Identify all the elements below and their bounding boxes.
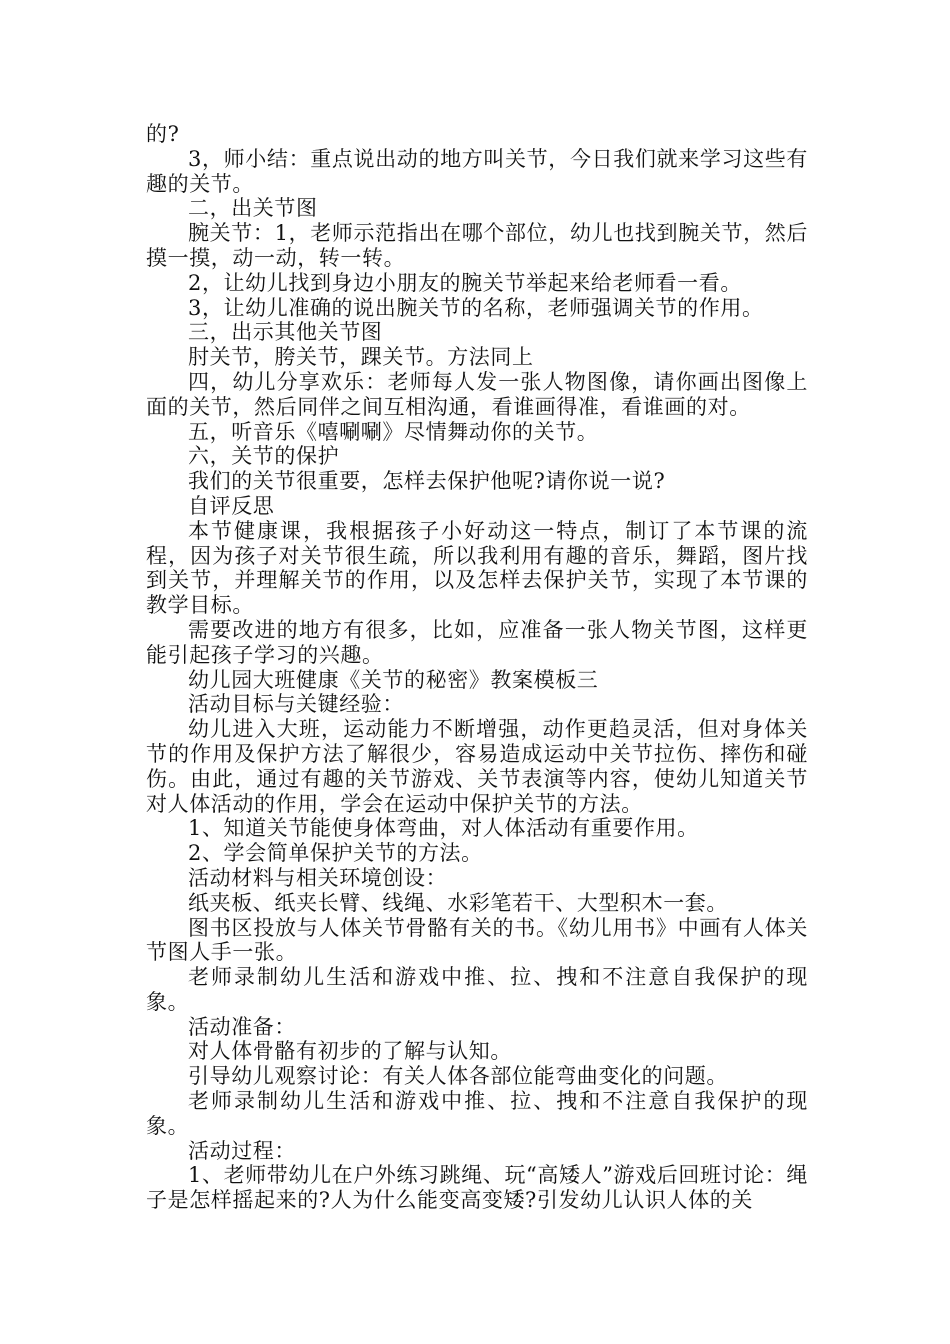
paragraph: 活动准备： bbox=[188, 1014, 296, 1039]
paragraph: 2、学会简单保护关节的方法。 bbox=[188, 841, 483, 866]
paragraph: 活动目标与关键经验： bbox=[188, 692, 404, 717]
paragraph: 纸夹板、纸夹长臂、线绳、水彩笔若干、大型积木一套。 bbox=[188, 890, 728, 915]
paragraph: 四，幼儿分享欢乐：老师每人发一张人物图像，请你画出图像上面的关节，然后同伴之间互相沟通，看谁画得准，看谁画的对。 bbox=[146, 369, 808, 419]
paragraph: 自评反思 bbox=[188, 493, 275, 518]
paragraph: 腕关节：1，老师示范指出在哪个部位，幼儿也找到腕关节，然后摸一摸，动一动，转一转。 bbox=[146, 221, 808, 270]
paragraph: 本节健康课，我根据孩子小好动这一特点，制订了本节课的流程，因为孩子对关节很生疏，所以我利用有趣的音乐，舞蹈，图片找到关节，并理解关节的作用，以及怎样去保护关节，实现了本节课的教学目标。 bbox=[146, 518, 808, 618]
paragraph: 的? bbox=[146, 122, 180, 146]
paragraph: 引导幼儿观察讨论：有关人体各部位能弯曲变化的问题。 bbox=[188, 1064, 728, 1089]
document-body bbox=[146, 122, 808, 1213]
paragraph: 图书区投放与人体关节骨骼有关的书。《幼儿用书》中画有人体关节图人手一张。 bbox=[146, 915, 808, 965]
paragraph: 三，出示其他关节图 bbox=[188, 320, 383, 345]
paragraph: 六，关节的保护 bbox=[188, 444, 340, 469]
paragraph: 老师录制幼儿生活和游戏中推、拉、拽和不注意自我保护的现象。 bbox=[146, 1089, 808, 1138]
paragraph: 二，出关节图 bbox=[188, 196, 318, 221]
paragraph: 3，让幼儿准确的说出腕关节的名称，老师强调关节的作用。 bbox=[188, 295, 764, 320]
paragraph: 五，听音乐《嘻唰唰》尽情舞动你的关节。 bbox=[188, 419, 599, 444]
paragraph: 2，让幼儿找到身边小朋友的腕关节举起来给老师看一看。 bbox=[188, 270, 742, 295]
paragraph: 活动过程： bbox=[188, 1138, 296, 1163]
paragraph: 需要改进的地方有很多，比如，应准备一张人物关节图，这样更能引起孩子学习的兴趣。 bbox=[146, 617, 808, 667]
paragraph: 1、老师带幼儿在户外练习跳绳、玩“高矮人”游戏后回班讨论：绳子是怎样摇起来的?人为什么能变高变矮?引发幼儿认识人体的关 bbox=[146, 1163, 808, 1213]
paragraph: 3，师小结：重点说出动的地方叫关节，今日我们就来学习这些有趣的关节。 bbox=[146, 146, 808, 196]
paragraph: 1、知道关节能使身体弯曲，对人体活动有重要作用。 bbox=[188, 816, 699, 841]
paragraph: 活动材料与相关环境创设： bbox=[188, 865, 448, 890]
paragraph: 我们的关节很重要，怎样去保护他呢?请你说一说? bbox=[188, 469, 666, 494]
paragraph: 幼儿园大班健康《关节的秘密》教案模板三 bbox=[188, 667, 599, 692]
paragraph: 幼儿进入大班，运动能力不断增强，动作更趋灵活，但对身体关节的作用及保护方法了解很少，容易造成运动中关节拉伤、摔伤和碰伤。由此，通过有趣的关节游戏、关节表演等内容，使幼儿知道关节对人体活动的作用，学会在运动中保护关节的方法。 bbox=[146, 717, 808, 816]
paragraph: 对人体骨骼有初步的了解与认知。 bbox=[188, 1039, 512, 1064]
paragraph: 肘关节，胯关节，踝关节。方法同上 bbox=[188, 345, 534, 370]
paragraph: 老师录制幼儿生活和游戏中推、拉、拽和不注意自我保护的现象。 bbox=[146, 965, 808, 1014]
